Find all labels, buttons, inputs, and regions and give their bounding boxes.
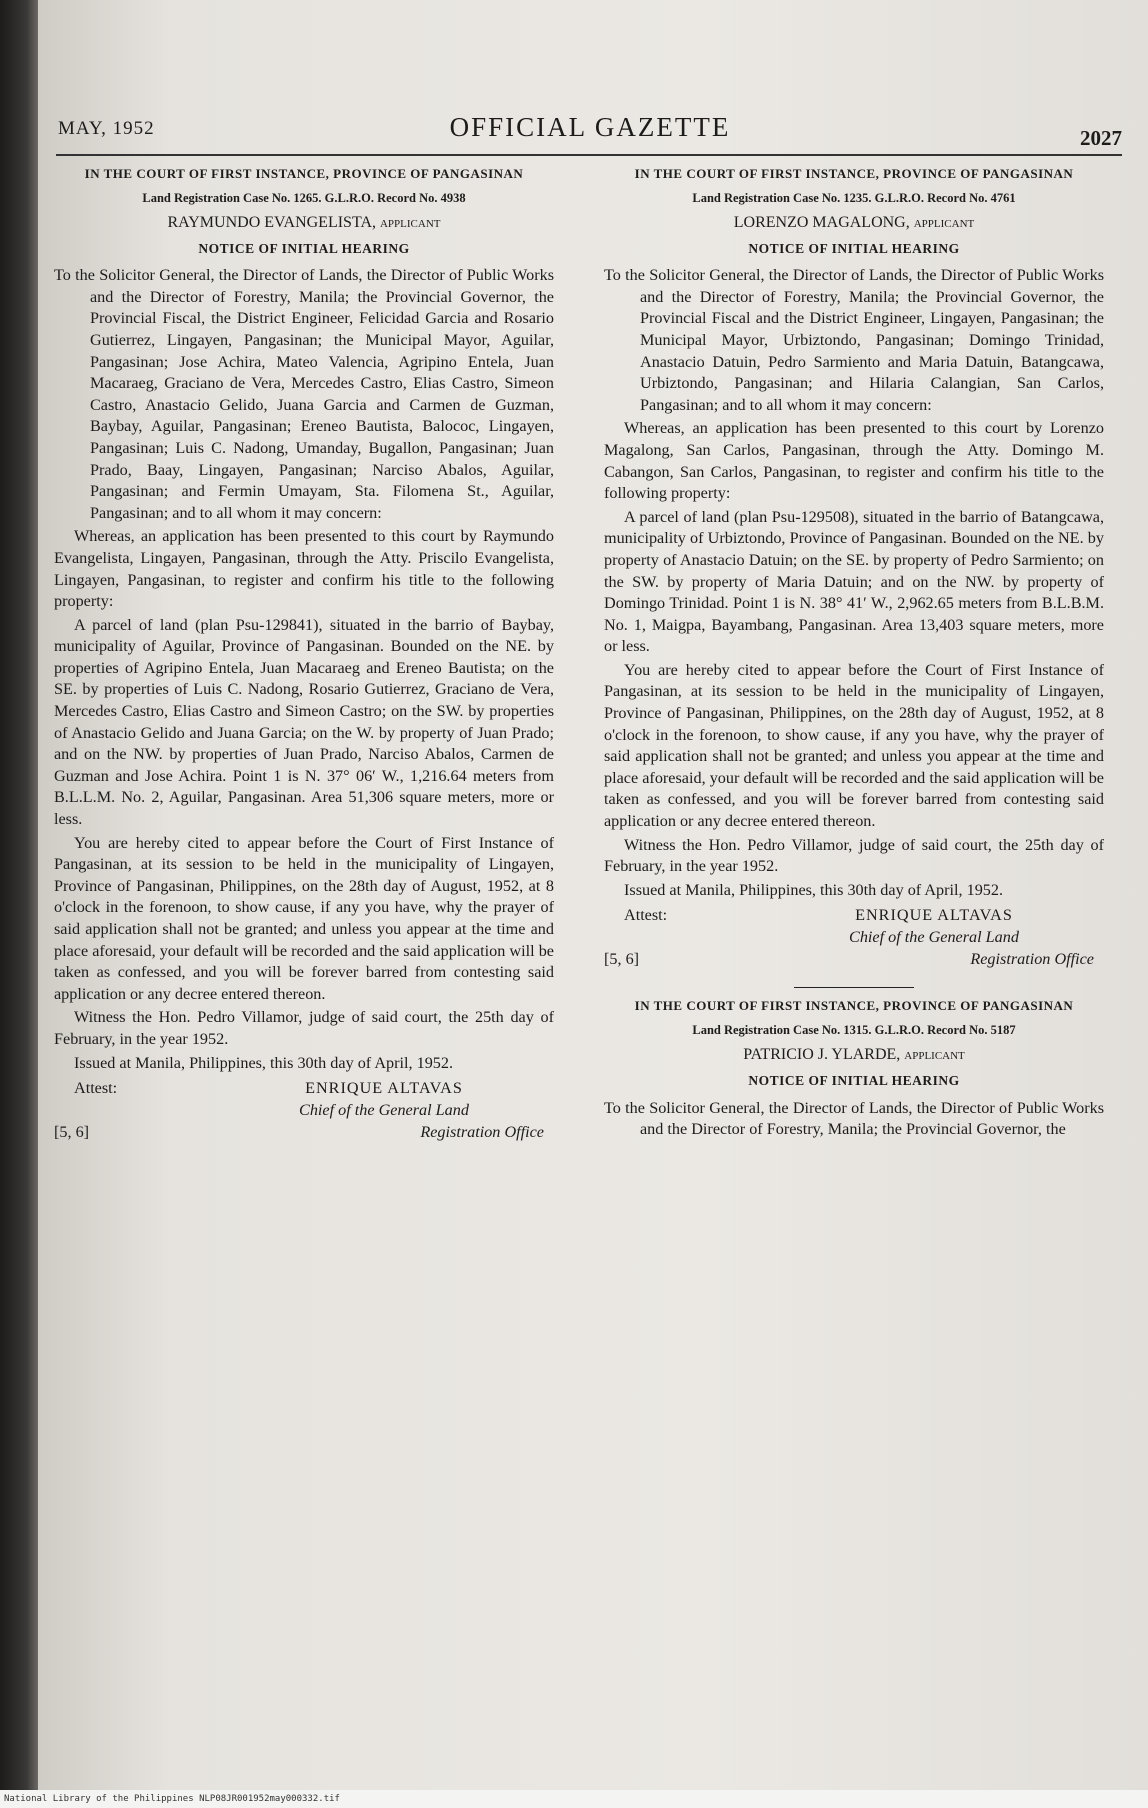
issue-date: MAY, 1952 bbox=[58, 118, 155, 139]
publication-marker: [5, 6] bbox=[54, 1123, 90, 1142]
attest-block bbox=[604, 905, 1104, 975]
citation-paragraph: You are hereby cited to appear before the Court of First Instance of Pangasinan, at its session to be held in the municipality of Lingayen, Province of Pangasinan, Philippines, on the 28th day of August, 1952, at 8 o'clock in the forenoon, to show cause, if any you have, why the prayer of said application shall not be granted; and unless you appear at the time and place aforesaid, your default will be recorded and the said application will be taken as confessed, and you will be forever barred from contesting said application or any decree entered thereon. bbox=[54, 833, 554, 1003]
signatory-name: ENRIQUE ALTAVAS bbox=[855, 906, 1013, 925]
attest-block bbox=[54, 1078, 554, 1148]
citation-paragraph: You are hereby cited to appear before the Court of First Instance of Pangasinan, at its session to be held in the municipality of Lingayen, Province of Pangasinan, Philippines, on the 28th day of August, 1952, at 8 o'clock in the forenoon, to show cause, if any you have, why the prayer of said application shall not be granted; and unless you appear at the time and place aforesaid, your default will be recorded and the said application will be taken as confessed, and you will be forever barred from contesting said application or any decree entered thereon. bbox=[604, 660, 1104, 831]
notice-heading: NOTICE OF INITIAL HEARING bbox=[198, 240, 410, 256]
scan-footer: National Library of the Philippines NLP08JR001952may000332.tif bbox=[0, 1790, 1148, 1808]
publication-marker: [5, 6] bbox=[604, 950, 640, 969]
court-heading: IN THE COURT OF FIRST INSTANCE, PROVINCE OF PANGASINAN bbox=[634, 166, 1074, 181]
page-number: 2027 bbox=[1080, 126, 1122, 150]
applicant-line: LORENZO MAGALONG, applicant bbox=[733, 214, 975, 231]
signatory-title-line-2: Registration Office bbox=[420, 1123, 544, 1142]
book-spine-shadow bbox=[0, 0, 38, 1790]
attest-label: Attest: bbox=[624, 906, 668, 925]
whereas-paragraph: Whereas, an application has been presented to this court by Lorenzo Magalong, San Carlos, Pangasinan, through the Atty. Domingo M. Cabangon, San Carlos, Pangasinan, to register and confirm his title to the following property: bbox=[604, 419, 1104, 503]
witness-paragraph: Witness the Hon. Pedro Villamor, judge of said court, the 25th day of February, in the year 1952. bbox=[604, 835, 1104, 876]
notice-separator bbox=[794, 987, 914, 988]
running-head bbox=[58, 112, 1122, 152]
case-number-line: Land Registration Case No. 1235. G.L.R.O. Record No. 4761 bbox=[692, 191, 1016, 205]
case-number-line: Land Registration Case No. 1315. G.L.R.O. Record No. 5187 bbox=[692, 1023, 1016, 1038]
court-heading: IN THE COURT OF FIRST INSTANCE, PROVINCE OF PANGASINAN bbox=[634, 998, 1074, 1014]
signatory-name: ENRIQUE ALTAVAS bbox=[305, 1079, 463, 1098]
issued-paragraph: Issued at Manila, Philippines, this 30th day of April, 1952. bbox=[74, 1053, 454, 1072]
applicant-line: PATRICIO J. YLARDE, applicant bbox=[743, 1046, 965, 1064]
right-column bbox=[604, 166, 1104, 1141]
issued-paragraph: Issued at Manila, Philippines, this 30th day of April, 1952. bbox=[624, 880, 1004, 899]
notice-heading: NOTICE OF INITIAL HEARING bbox=[748, 1073, 960, 1088]
parcel-description: A parcel of land (plan Psu-129508), situated in the barrio of Batangcawa, municipality of Urbiztondo, Province of Pangasinan. Bounded on the NE. by property of Anastacio Datuin; on the SE. by property of Pedro Sarmiento; on the SW. by property of Maria Datuin; and on the NW. by property of Domingo Trinidad. Point 1 is N. 38° 41′ W., 2,962.65 meters from B.L.B.M. No. 1, Maigpa, Bayambang, Pangasinan. Area 13,403 square meters, more or less. bbox=[604, 507, 1104, 656]
publication-title: OFFICIAL GAZETTE bbox=[449, 112, 731, 142]
case-number-line: Land Registration Case No. 1265. G.L.R.O. Record No. 4938 bbox=[142, 191, 466, 205]
signatory-title-line-1: Chief of the General Land bbox=[849, 928, 1019, 947]
parcel-description: A parcel of land (plan Psu-129841), situated in the barrio of Baybay, municipality of Aguilar, Province of Pangasinan. Bounded on the NE. by properties of Agripino Entela, Juan Macaraeg and Ereneo Bautista; on the SE. by properties of Luis C. Nadong, Rosario Gutierrez, Graciano de Vera, Mercedes Castro, Elias Castro and Simeon Castro; on the SW. by properties of Anastacio Gelido and Juana Garcia; on the W. by property of Juan Prado; and on the NW. by properties of Juan Prado, Narciso Abalos, Carmen de Guzman and Jose Achira. Point 1 is N. 37° 06′ W., 1,216.64 meters from B.L.L.M. No. 2, Aguilar, Pangasinan. Area 51,306 square meters, more or less. bbox=[54, 615, 554, 829]
signatory-title-line-2: Registration Office bbox=[970, 950, 1094, 969]
gazette-page bbox=[38, 0, 1148, 1790]
addressees-paragraph: To the Solicitor General, the Director of Lands, the Director of Public Works and the Director of Forestry, Manila; the Provincial Governor, the bbox=[604, 1098, 1104, 1139]
notice-heading: NOTICE OF INITIAL HEARING bbox=[748, 240, 960, 256]
left-column bbox=[54, 166, 554, 1148]
attest-label: Attest: bbox=[74, 1079, 118, 1098]
court-heading: IN THE COURT OF FIRST INSTANCE, PROVINCE OF PANGASINAN bbox=[84, 166, 524, 181]
addressees-paragraph: To the Solicitor General, the Director of Lands, the Director of Public Works and the Director of Forestry, Manila; the Provincial Governor, the Provincial Fiscal and the District Engineer, Lingayen, Pangasinan; the Municipal Mayor, Urbiztondo, Pangasinan; Domingo Trinidad, Anastacio Datuin, Pedro Sarmiento and Maria Datuin, Batangcawa, Urbiztondo, Pangasinan; and Hilaria Calangian, San Carlos, Pangasinan; and to all whom it may concern: bbox=[604, 266, 1104, 414]
signatory-title-line-1: Chief of the General Land bbox=[299, 1101, 469, 1120]
header-rule bbox=[56, 154, 1122, 156]
whereas-paragraph: Whereas, an application has been presented to this court by Raymundo Evangelista, Lingayen, Pangasinan, through the Atty. Priscilo Evangelista, Lingayen, Pangasinan, to register and confirm his title to the following property: bbox=[54, 527, 554, 611]
addressees-paragraph: To the Solicitor General, the Director of Lands, the Director of Public Works and the Director of Forestry, Manila; the Provincial Governor, the Provincial Fiscal, the District Engineer, Felicidad Garcia and Rosario Gutierrez, Lingayen, Pangasinan; the Municipal Mayor, Aguilar, Pangasinan; Jose Achira, Mateo Valencia, Agripino Entela, Juan Macaraeg, Graciano de Vera, Mercedes Castro, Elias Castro, Simeon Castro, Anastacio Gelido, Juana Garcia and Carmen de Guzman, Baybay, Aguilar, Pangasinan; Ereneo Bautista, Balococ, Lingayen, Pangasinan; Luis C. Nadong, Umanday, Bugallon, Pangasinan; Juan Prado, Baay, Lingayen, Pangasinan; Narciso Abalos, Aguilar, Pangasinan; and Fermin Umayam, Sta. Filomena St., Aguilar, Pangasinan; and to all whom it may concern: bbox=[54, 266, 554, 522]
witness-paragraph: Witness the Hon. Pedro Villamor, judge of said court, the 25th day of February, in the year 1952. bbox=[54, 1008, 554, 1048]
applicant-line: RAYMUNDO EVANGELISTA, applicant bbox=[167, 214, 441, 231]
